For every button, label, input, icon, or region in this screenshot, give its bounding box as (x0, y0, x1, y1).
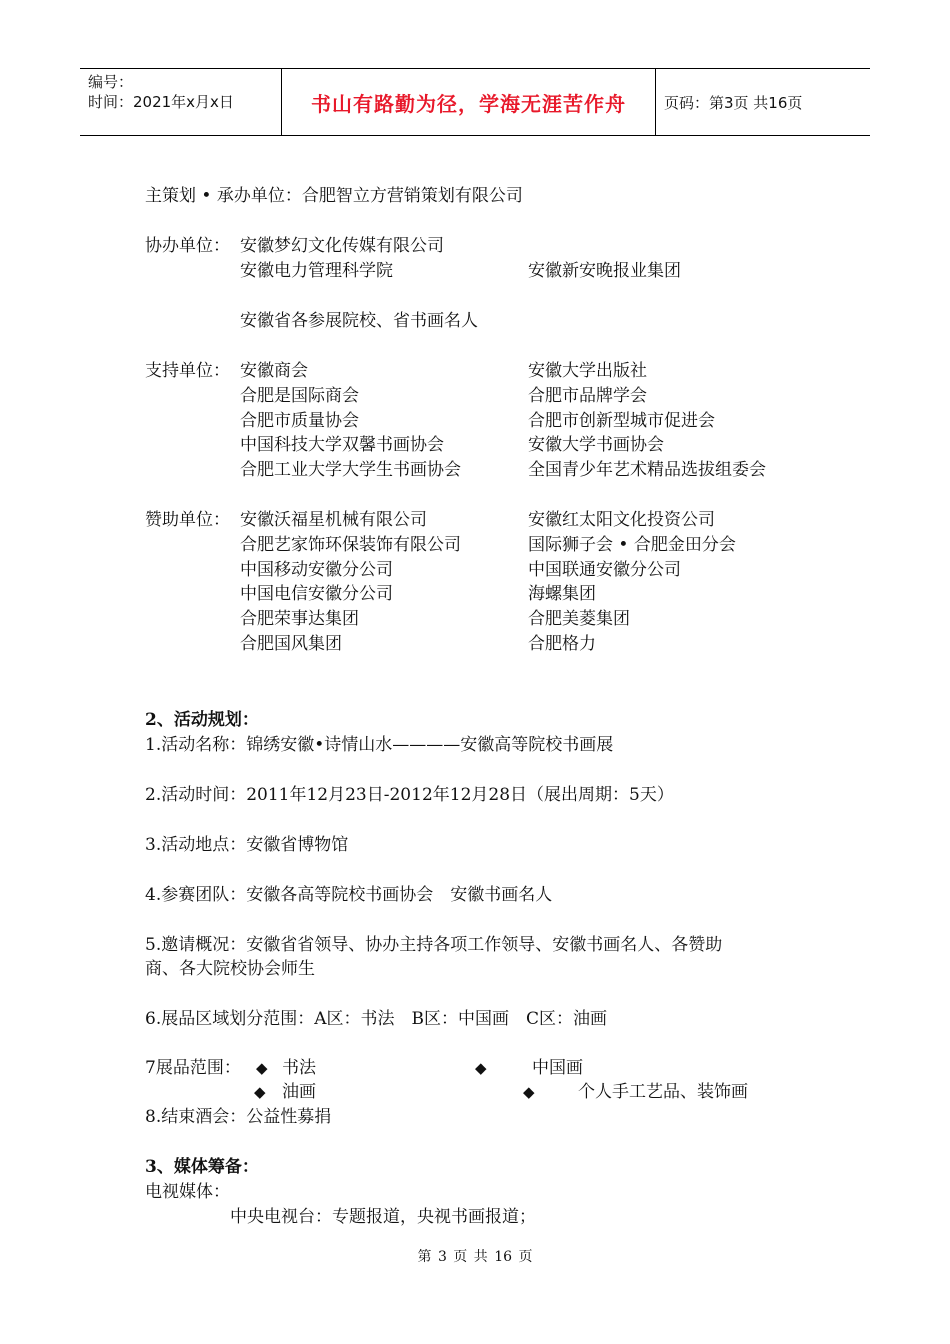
co-organizer-2b: 安徽新安晚报业集团 (528, 261, 681, 281)
support-item: 合肥工业大学大学生书画协会 (240, 460, 461, 481)
sponsor-item: 海螺集团 (528, 584, 596, 605)
exhibit-zones: 6.展品区域划分范围：A区：书法 B区：中国画 C区：油画 (145, 1009, 607, 1029)
sponsor-item: 合肥国风集团 (240, 634, 342, 654)
support-item: 全国青少年艺术精品选拔组委会 (528, 460, 766, 481)
activity-place: 3.活动地点：安徽省博物馆 (145, 835, 349, 855)
sponsor-item: 安徽红太阳文化投资公司 (528, 510, 715, 530)
support-label: 支持单位： (145, 361, 230, 381)
scope-item: 中国画 (532, 1058, 583, 1078)
activity-name: 1.活动名称：锦绣安徽•诗情山水————安徽高等院校书画展 (145, 735, 614, 755)
header-page-info: 页码：第3页 共16页 (664, 93, 803, 112)
sponsor-item: 合肥美菱集团 (528, 609, 630, 630)
bullet-icon: ◆ (256, 1059, 268, 1077)
support-item: 安徽大学出版社 (528, 361, 647, 381)
sponsor-item: 合肥格力 (528, 634, 596, 654)
number-label: 编号： (88, 73, 134, 91)
bullet-icon: ◆ (475, 1059, 487, 1077)
scope-item: 油画 (282, 1082, 316, 1102)
support-item: 安徽大学书画协会 (528, 435, 664, 456)
activity-teams: 4.参赛团队：安徽各高等院校书画协会 安徽书画名人 (145, 885, 553, 905)
sponsor-item: 合肥艺家饰环保装饰有限公司 (240, 534, 461, 555)
sponsor-item: 合肥荣事达集团 (240, 609, 359, 630)
support-item: 合肥是国际商会 (240, 385, 359, 406)
sponsor-item: 国际狮子会 • 合肥金田分会 (528, 534, 736, 555)
scope-item: 个人手工艺品、装饰画 (578, 1082, 748, 1102)
sponsor-label: 赞助单位： (145, 510, 230, 530)
document-header (80, 68, 870, 136)
co-organizer-label: 协办单位： (145, 236, 230, 256)
scope-label: 7展品范围： (145, 1058, 241, 1078)
main-organizer: 主策划 • 承办单位：合肥智立方营销策划有限公司 (145, 186, 523, 206)
tv-media-item: 中央电视台：专题报道，央视书画报道； (230, 1207, 536, 1227)
co-organizer-3: 安徽省各参展院校、省书画名人 (240, 311, 478, 331)
sponsor-item: 安徽沃福星机械有限公司 (240, 510, 427, 530)
co-organizer-1: 安徽梦幻文化传媒有限公司 (240, 236, 444, 256)
page-footer: 第 3 页 共 16 页 (417, 1249, 533, 1265)
sponsor-item: 中国移动安徽分公司 (240, 559, 393, 580)
header-meta (80, 69, 282, 135)
sponsor-item: 中国联通安徽分公司 (528, 559, 681, 580)
support-item: 合肥市创新型城市促进会 (528, 410, 715, 431)
header-motto: 书山有路勤为径，学海无涯苦作舟 (282, 69, 656, 135)
sponsor-item: 中国电信安徽分公司 (240, 584, 393, 605)
invite-line-1: 5.邀请概况：安徽省省领导、协办主持各项工作领导、安徽书画名人、各赞助 (145, 935, 723, 955)
tv-media-label: 电视媒体： (145, 1182, 230, 1202)
bullet-icon: ◆ (254, 1083, 266, 1101)
activity-time: 2.活动时间：2011年12月23日-2012年12月28日（展出周期：5天） (145, 785, 674, 805)
bullet-icon: ◆ (523, 1083, 535, 1101)
co-organizer-2a: 安徽电力管理科学院 (240, 261, 393, 281)
support-item: 合肥市品牌学会 (528, 385, 647, 406)
scope-item: 书法 (282, 1058, 316, 1078)
support-item: 安徽商会 (240, 361, 308, 381)
support-item: 中国科技大学双馨书画协会 (240, 435, 444, 456)
closing-party: 8.结束酒会：公益性募捐 (145, 1107, 332, 1127)
media-heading: 3、媒体筹备： (145, 1157, 259, 1177)
planning-heading: 2、活动规划： (145, 710, 259, 730)
time-label: 时间：2021年x月x日 (88, 93, 234, 111)
support-item: 合肥市质量协会 (240, 410, 359, 431)
invite-line-2: 商、各大院校协会师生 (145, 959, 315, 979)
